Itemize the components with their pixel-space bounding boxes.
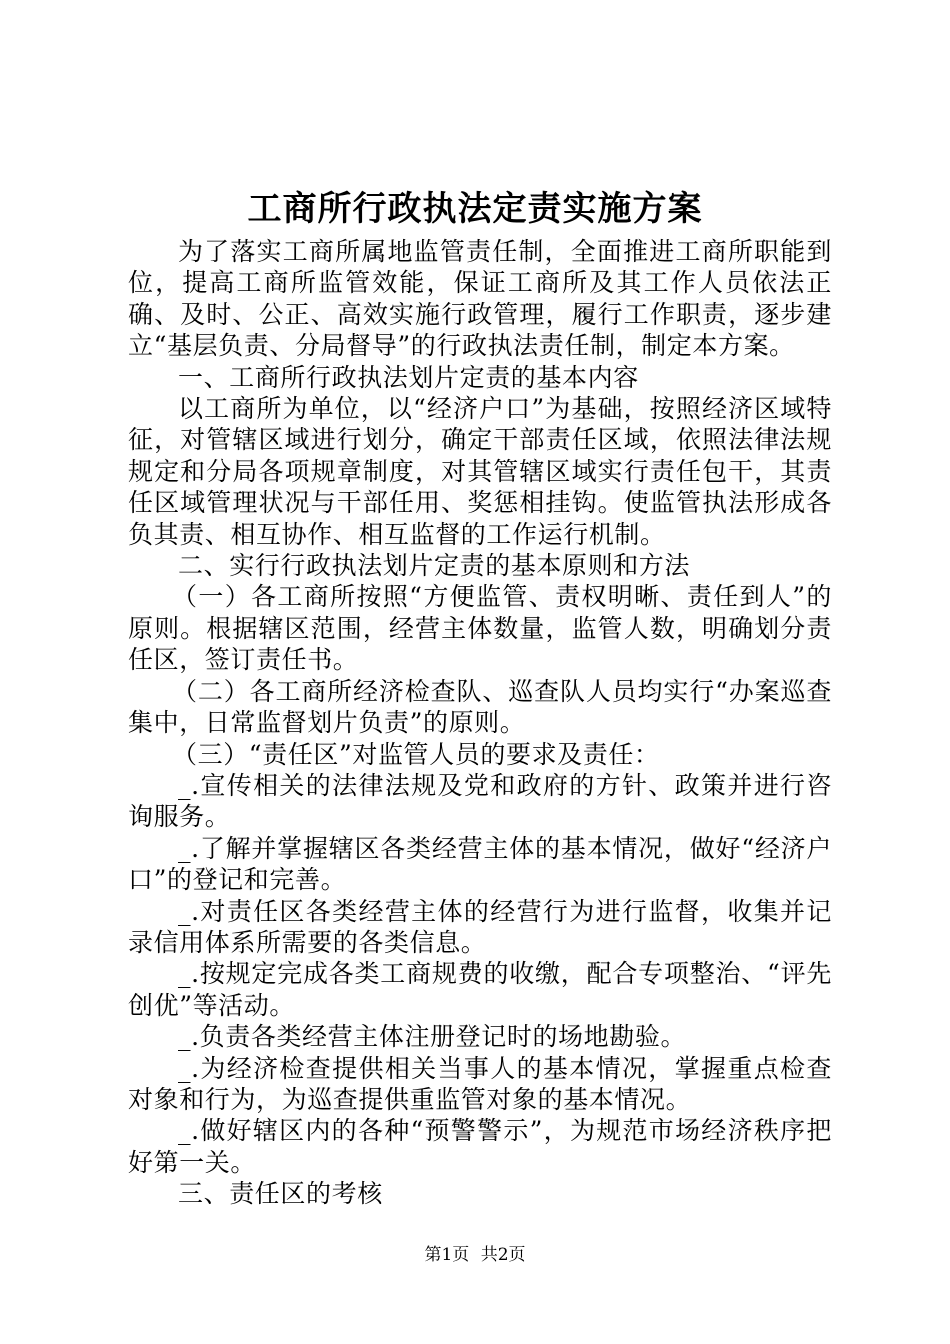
document-title: 工商所行政执法定责实施方案 (247, 189, 703, 229)
list-item-duty-5: _.负责各类经营主体注册登记时的场地勘验。 (178, 1022, 687, 1052)
paragraph-intro: 为了落实工商所属地监管责任制，全面推进工商所职能到位，提高工商所监管效能，保证工商所及其工作人员依法正确、及时、公正、高效实施行政管理，履行工作职责，逐步建立“基层负责、分局督导”的行政执法责任制，制定本方案。 (128, 237, 832, 361)
list-item-duty-3: _.对责任区各类经营主体的经营行为进行监督，收集并记录信用体系所需要的各类信息。 (128, 896, 832, 957)
list-item-duty-2: _.了解并掌握辖区各类经营主体的基本情况，做好“经济户口”的登记和完善。 (128, 833, 832, 895)
page-total: 共2页 (480, 1245, 526, 1265)
section-heading-3: 三、责任区的考核 (178, 1179, 383, 1209)
section-heading-1: 一、工商所行政执法划片定责的基本内容 (178, 362, 639, 392)
page-footer (0, 1244, 950, 1266)
section-heading-2: 二、实行行政执法划片定责的基本原则和方法 (178, 551, 691, 581)
list-item-duty-4: _.按规定完成各类工商规费的收缴，配合专项整治、“评先创优”等活动。 (128, 959, 832, 1020)
document-body (128, 236, 832, 1210)
paragraph-item-1: （一）各工商所按照“方便监管、责权明晰、责任到人”的原则。根据辖区范围，经营主体数量，监管人数，明确划分责任区，签订责任书。 (128, 582, 832, 675)
paragraph-item-2: （二）各工商所经济检查队、巡查队人员均实行“办案巡查集中，日常监督划片负责”的原则。 (128, 676, 832, 738)
list-item-duty-6: _.为经济检查提供相关当事人的基本情况，掌握重点检查对象和行为，为巡查提供重监管对象的基本情况。 (128, 1053, 832, 1114)
list-item-duty-1: _.宣传相关的法律法规及党和政府的方针、政策并进行咨询服务。 (128, 770, 832, 832)
paragraph-item-3: （三）“责任区”对监管人员的要求及责任： (172, 739, 660, 769)
page-number: 第1页 (424, 1245, 470, 1265)
list-item-duty-7: _.做好辖区内的各种“预警警示”，为规范市场经济秩序把好第一关。 (128, 1116, 832, 1177)
paragraph-basic-content: 以工商所为单位，以“经济户口”为基础，按照经济区域特征，对管辖区域进行划分，确定干部责任区域，依照法律法规规定和分局各项规章制度，对其管辖区域实行责任包干，其责任区域管理状况与干部任用、奖惩相挂钩。使监管执法形成各负其责、相互协作、相互监督的工作运行机制。 (128, 394, 832, 549)
